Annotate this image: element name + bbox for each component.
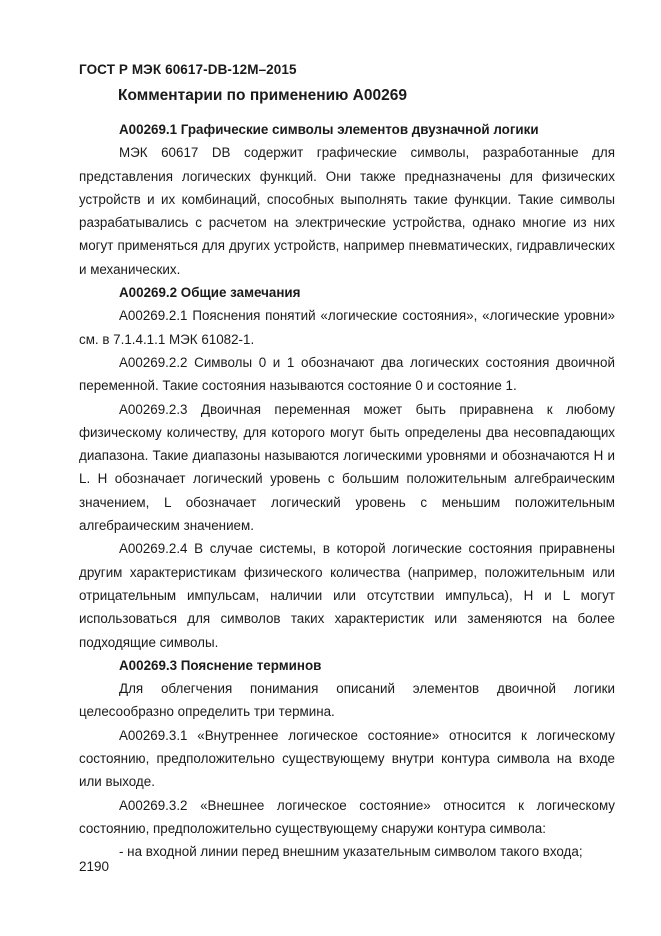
paragraph: МЭК 60617 DB содержит графические символы, разработанные для представления логических функций. Они также предназначены для физических устройств и их комбинаций, способных выполнять такие функции. Такие символы разрабатывались с расчетом на электрические устройства, однако многие из них могут применяться для других устройств, например пневматических, гидравлических и механических.: [79, 145, 615, 277]
section-heading: А00269.1 Графические символы элементов двузначной логики: [119, 122, 539, 137]
list-item: - на входной линии перед внешним указательным символом такого входа;: [119, 844, 583, 860]
paragraph: А00269.2.4 В случае системы, в которой логические состояния приравнены другим характеристикам физического количества (например, положительным или отрицательным импульсам, наличии или отсутствии импульса), H и L могут использоваться для символов таких характеристик или заменяются на более подходящие символы.: [79, 541, 615, 650]
page-title: Комментарии по применению А00269: [118, 87, 407, 104]
paragraph: Для облегчения понимания описаний элементов двоичной логики целесообразно определить три термина.: [79, 681, 615, 720]
section-heading: А00269.2 Общие замечания: [119, 285, 301, 301]
page-number: 2190: [79, 859, 110, 874]
paragraph: А00269.3.2 «Внешнее логическое состояние» относится к логическому состоянию, предположительно существующему снаружи контура символа:: [79, 797, 615, 836]
section-heading: А00269.3 Пояснение терминов: [119, 657, 322, 673]
paragraph: А00269.2.3 Двоичная переменная может быть приравнена к любому физическому количеству, для которого могут быть определены два несовпадающих диапазона. Такие диапазоны называются логическими уровнями и обозначаются H и L. H обозначает логический уровень с большим положительным алгебраическим значением, L обозначает логический уровень с меньшим положительным алгебраическим значением.: [79, 401, 615, 534]
standard-header: ГОСТ Р МЭК 60617-DB-12M–2015: [79, 62, 297, 77]
paragraph: А00269.3.1 «Внутреннее логическое состояние» относится к логическому состоянию, предположительно существующему внутри контура символа на входе или выходе.: [79, 727, 615, 790]
paragraph: А00269.2.2 Символы 0 и 1 обозначают два логических состояния двоичной переменной. Такие состояния называются состояние 0 и состояние 1.: [79, 354, 615, 394]
paragraph: А00269.2.1 Пояснения понятий «логические состояния», «логические уровни» см. в 7.1.4.1.1 МЭК 61082-1.: [79, 308, 615, 347]
document-body: [79, 118, 615, 864]
